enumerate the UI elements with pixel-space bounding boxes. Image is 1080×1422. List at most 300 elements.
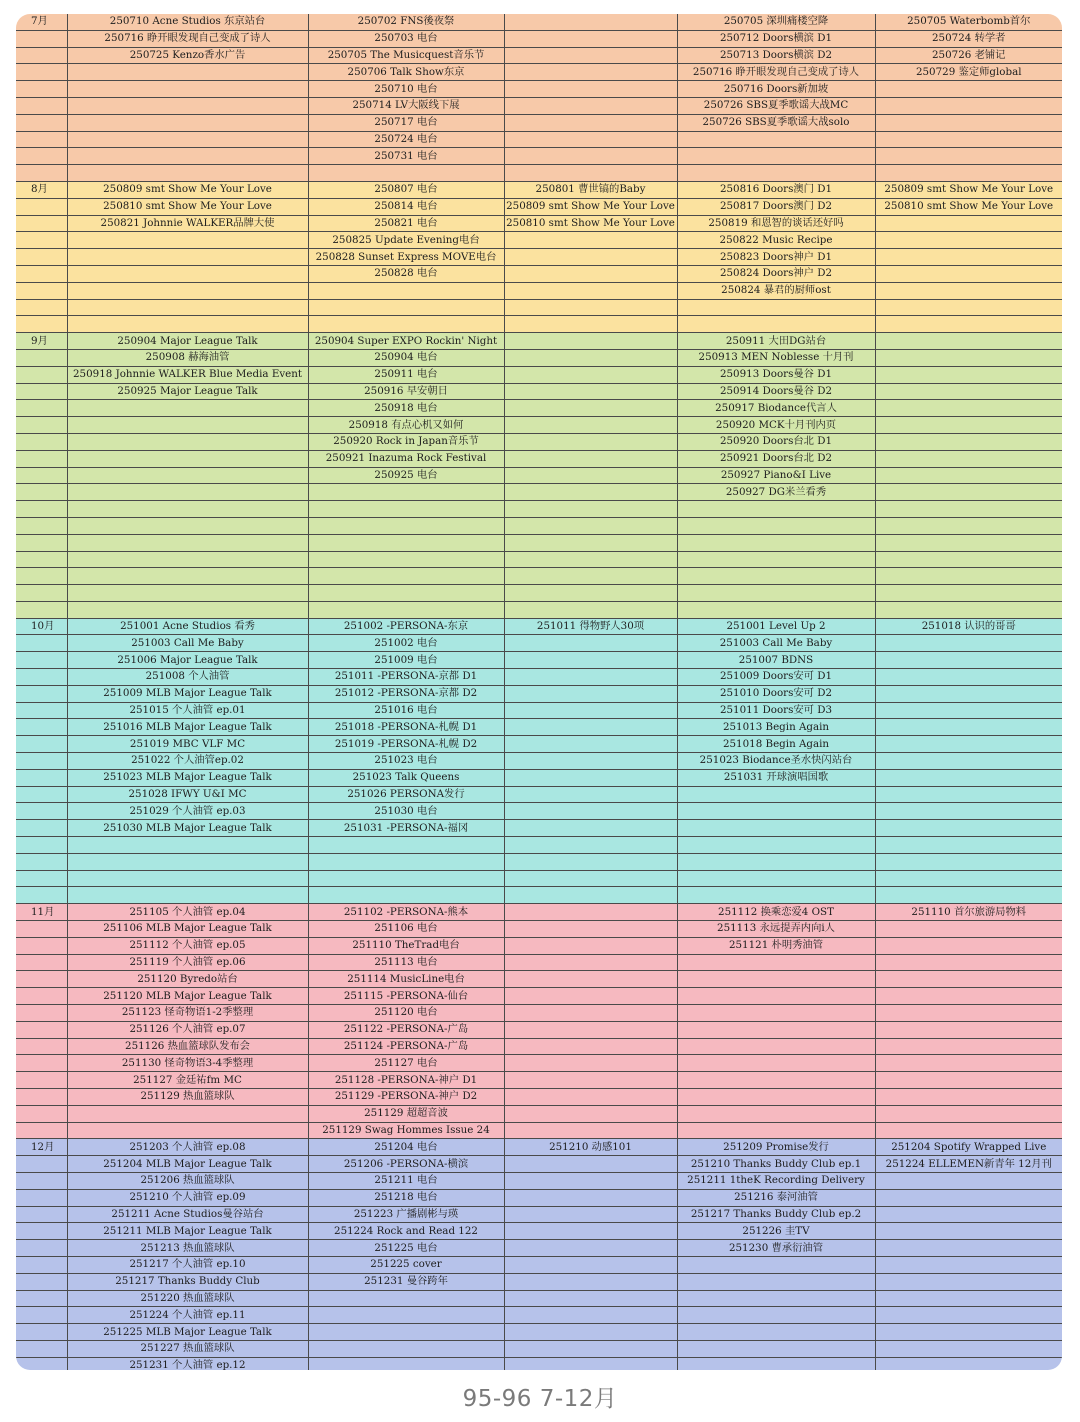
- month-label: 8月: [16, 181, 67, 198]
- schedule-cell: 250716 睁开眼发现自己变成了诗人: [677, 64, 875, 81]
- schedule-cell: [67, 467, 308, 484]
- schedule-cell: 250810 smt Show Me Your Love: [67, 198, 308, 215]
- schedule-cell: [504, 30, 677, 47]
- schedule-cell: 251001 Acne Studios 看秀: [67, 618, 308, 635]
- schedule-cell: 251030 MLB Major League Talk: [67, 820, 308, 837]
- month-cell: [16, 769, 67, 786]
- schedule-cell: [67, 114, 308, 131]
- schedule-cell: 251015 个人油管 ep.01: [67, 702, 308, 719]
- schedule-cell: [875, 971, 1062, 988]
- table-row: [16, 685, 1062, 702]
- schedule-cell: 251120 MLB Major League Talk: [67, 988, 308, 1005]
- schedule-cell: [875, 1122, 1062, 1139]
- schedule-cell: 251009 Doors安可 D1: [677, 669, 875, 686]
- schedule-cell: [875, 1055, 1062, 1072]
- schedule-cell: 251018 Begin Again: [677, 736, 875, 753]
- schedule-cell: 251012 -PERSONA-京都 D2: [308, 685, 504, 702]
- schedule-cell: 251126 热血篮球队发布会: [67, 1038, 308, 1055]
- schedule-cell: 251018 -PERSONA-札幌 D1: [308, 719, 504, 736]
- table-row: [16, 601, 1062, 618]
- schedule-cell: 250914 Doors曼谷 D2: [677, 383, 875, 400]
- schedule-cell: [875, 1340, 1062, 1357]
- schedule-cell: 250726 SBS夏季歌谣大战solo: [677, 114, 875, 131]
- schedule-cell: 251022 个人油管ep.02: [67, 753, 308, 770]
- schedule-cell: 251120 电台: [308, 1005, 504, 1022]
- schedule-cell: [67, 1122, 308, 1139]
- schedule-cell: [504, 702, 677, 719]
- schedule-cell: 251218 电台: [308, 1189, 504, 1206]
- table-row: [16, 47, 1062, 64]
- month-cell: [16, 417, 67, 434]
- schedule-cell: 251204 MLB Major League Talk: [67, 1156, 308, 1173]
- schedule-cell: [504, 366, 677, 383]
- schedule-cell: [67, 400, 308, 417]
- schedule-cell: [504, 1156, 677, 1173]
- month-cell: [16, 383, 67, 400]
- schedule-cell: 251121 朴明秀油管: [677, 937, 875, 954]
- schedule-cell: [504, 585, 677, 602]
- table-row: [16, 450, 1062, 467]
- schedule-cell: 251001 Level Up 2: [677, 618, 875, 635]
- month-cell: [16, 1055, 67, 1072]
- month-cell: [16, 47, 67, 64]
- schedule-cell: 250713 Doors横滨 D2: [677, 47, 875, 64]
- schedule-cell: [875, 1307, 1062, 1324]
- table-row: [16, 887, 1062, 904]
- schedule-cell: [504, 736, 677, 753]
- schedule-cell: [875, 433, 1062, 450]
- schedule-cell: 250927 DG米兰看秀: [677, 484, 875, 501]
- schedule-cell: [504, 971, 677, 988]
- schedule-cell: [875, 685, 1062, 702]
- month-cell: [16, 551, 67, 568]
- schedule-cell: 250814 电台: [308, 198, 504, 215]
- schedule-cell: [308, 870, 504, 887]
- table-row: [16, 249, 1062, 266]
- table-row: [16, 1005, 1062, 1022]
- schedule-cell: [308, 1324, 504, 1341]
- schedule-cell: [875, 333, 1062, 350]
- schedule-cell: 251227 热血篮球队: [67, 1340, 308, 1357]
- table-row: [16, 366, 1062, 383]
- schedule-cell: [875, 165, 1062, 182]
- table-row: [16, 1307, 1062, 1324]
- schedule-cell: [504, 1089, 677, 1106]
- schedule-cell: [504, 1021, 677, 1038]
- schedule-cell: [308, 601, 504, 618]
- schedule-cell: 251003 Call Me Baby: [677, 635, 875, 652]
- schedule-cell: 250828 Sunset Express MOVE电台: [308, 249, 504, 266]
- schedule-cell: 250920 Rock in Japan音乐节: [308, 433, 504, 450]
- table-row: [16, 198, 1062, 215]
- schedule-cell: [677, 1105, 875, 1122]
- schedule-cell: 251203 个人油管 ep.08: [67, 1139, 308, 1156]
- month-cell: [16, 719, 67, 736]
- schedule-cell: 250810 smt Show Me Your Love: [504, 215, 677, 232]
- schedule-cell: 250705 深圳痛楼空降: [677, 14, 875, 30]
- schedule-cell: 250828 电台: [308, 265, 504, 282]
- month-cell: [16, 803, 67, 820]
- month-cell: [16, 64, 67, 81]
- schedule-cell: 250911 大田DG站台: [677, 333, 875, 350]
- schedule-cell: 251220 热血篮球队: [67, 1290, 308, 1307]
- schedule-cell: 250921 Inazuma Rock Festival: [308, 450, 504, 467]
- schedule-cell: [875, 585, 1062, 602]
- table-row: [16, 1038, 1062, 1055]
- table-row: [16, 1189, 1062, 1206]
- schedule-cell: [875, 316, 1062, 333]
- schedule-cell: 251123 怪奇物语1-2季整理: [67, 1005, 308, 1022]
- table-row: [16, 803, 1062, 820]
- month-cell: [16, 568, 67, 585]
- table-row: [16, 1223, 1062, 1240]
- schedule-cell: [504, 114, 677, 131]
- schedule-cell: [504, 719, 677, 736]
- schedule-cell: 251213 热血篮球队: [67, 1240, 308, 1257]
- schedule-cell: [677, 585, 875, 602]
- month-cell: [16, 937, 67, 954]
- schedule-cell: 250920 Doors台北 D1: [677, 433, 875, 450]
- table-row: [16, 870, 1062, 887]
- schedule-cell: [875, 1223, 1062, 1240]
- schedule-cell: [677, 887, 875, 904]
- schedule-cell: [504, 316, 677, 333]
- schedule-cell: [875, 921, 1062, 938]
- schedule-cell: 250817 Doors澳门 D2: [677, 198, 875, 215]
- month-cell: [16, 753, 67, 770]
- schedule-cell: [875, 601, 1062, 618]
- schedule-cell: [67, 148, 308, 165]
- schedule-cell: [67, 249, 308, 266]
- schedule-cell: [875, 669, 1062, 686]
- schedule-cell: [677, 316, 875, 333]
- month-cell: [16, 265, 67, 282]
- schedule-cell: [504, 1256, 677, 1273]
- month-cell: [16, 366, 67, 383]
- schedule-cell: [875, 1172, 1062, 1189]
- schedule-cell: [67, 433, 308, 450]
- schedule-cell: [677, 1072, 875, 1089]
- schedule-cell: 250824 Doors神户 D2: [677, 265, 875, 282]
- schedule-cell: 251206 热血篮球队: [67, 1172, 308, 1189]
- schedule-cell: 251210 个人油管 ep.09: [67, 1189, 308, 1206]
- schedule-cell: [504, 669, 677, 686]
- month-cell: [16, 736, 67, 753]
- schedule-cell: [677, 803, 875, 820]
- schedule-cell: 251023 Talk Queens: [308, 769, 504, 786]
- schedule-cell: [308, 585, 504, 602]
- schedule-cell: 251002 -PERSONA-东京: [308, 618, 504, 635]
- schedule-cell: 251031 开球演唱国歌: [677, 769, 875, 786]
- schedule-cell: 251019 -PERSONA-札幌 D2: [308, 736, 504, 753]
- schedule-cell: 250917 Biodance代言人: [677, 400, 875, 417]
- schedule-cell: [67, 232, 308, 249]
- table-row: [16, 30, 1062, 47]
- table-row: [16, 652, 1062, 669]
- schedule-cell: [504, 417, 677, 434]
- month-cell: [16, 853, 67, 870]
- schedule-cell: 251006 Major League Talk: [67, 652, 308, 669]
- schedule-cell: [67, 316, 308, 333]
- schedule-cell: [308, 316, 504, 333]
- schedule-cell: 250825 Update Evening电台: [308, 232, 504, 249]
- month-cell: [16, 349, 67, 366]
- schedule-cell: 250819 和恩智的谈话还好吗: [677, 215, 875, 232]
- month-cell: [16, 1206, 67, 1223]
- month-cell: [16, 685, 67, 702]
- schedule-cell: [504, 820, 677, 837]
- schedule-cell: 251231 曼谷跨年: [308, 1273, 504, 1290]
- table-row: [16, 1240, 1062, 1257]
- schedule-cell: [504, 1189, 677, 1206]
- table-row: [16, 417, 1062, 434]
- schedule-cell: [504, 635, 677, 652]
- schedule-cell: [504, 1290, 677, 1307]
- schedule-cell: 250920 MCK十月刊内页: [677, 417, 875, 434]
- schedule-cell: 251225 电台: [308, 1240, 504, 1257]
- table-row: [16, 400, 1062, 417]
- schedule-body: [16, 14, 1062, 1370]
- schedule-cell: [875, 1005, 1062, 1022]
- schedule-cell: 251105 个人油管 ep.04: [67, 904, 308, 921]
- schedule-table: [16, 14, 1062, 1370]
- table-row: [16, 467, 1062, 484]
- schedule-cell: [875, 568, 1062, 585]
- schedule-cell: 251223 广播剧彬与瑛: [308, 1206, 504, 1223]
- table-row: [16, 786, 1062, 803]
- schedule-cell: [504, 400, 677, 417]
- schedule-cell: 251029 个人油管 ep.03: [67, 803, 308, 820]
- table-row: [16, 433, 1062, 450]
- schedule-cell: 250911 电台: [308, 366, 504, 383]
- schedule-cell: [677, 954, 875, 971]
- schedule-cell: [308, 853, 504, 870]
- schedule-cell: 250913 MEN Noblesse 十月刊: [677, 349, 875, 366]
- schedule-cell: 251217 Thanks Buddy Club: [67, 1273, 308, 1290]
- schedule-cell: [875, 299, 1062, 316]
- schedule-cell: [504, 1340, 677, 1357]
- schedule-cell: 251129 -PERSONA-神户 D2: [308, 1089, 504, 1106]
- schedule-cell: 251211 Acne Studios曼谷站台: [67, 1206, 308, 1223]
- schedule-cell: [875, 820, 1062, 837]
- month-cell: [16, 484, 67, 501]
- schedule-cell: 250824 暴君的厨师ost: [677, 282, 875, 299]
- schedule-cell: [308, 1290, 504, 1307]
- schedule-cell: [677, 853, 875, 870]
- schedule-cell: [504, 534, 677, 551]
- schedule-cell: 251016 电台: [308, 702, 504, 719]
- schedule-cell: [677, 1122, 875, 1139]
- table-row: [16, 954, 1062, 971]
- schedule-cell: 251026 PERSONA发行: [308, 786, 504, 803]
- month-cell: [16, 148, 67, 165]
- schedule-cell: [875, 282, 1062, 299]
- schedule-cell: 251114 MusicLine电台: [308, 971, 504, 988]
- table-row: [16, 517, 1062, 534]
- month-cell: [16, 517, 67, 534]
- schedule-cell: [677, 870, 875, 887]
- schedule-cell: [504, 551, 677, 568]
- schedule-cell: 251019 MBC VLF MC: [67, 736, 308, 753]
- table-row: [16, 333, 1062, 350]
- schedule-cell: [504, 1307, 677, 1324]
- schedule-cell: [875, 719, 1062, 736]
- schedule-cell: [677, 551, 875, 568]
- schedule-cell: [308, 1307, 504, 1324]
- schedule-cell: 251018 认识的哥哥: [875, 618, 1062, 635]
- schedule-cell: [504, 165, 677, 182]
- table-row: [16, 534, 1062, 551]
- month-cell: [16, 198, 67, 215]
- table-row: [16, 14, 1062, 30]
- schedule-cell: 250801 曹世镐的Baby: [504, 181, 677, 198]
- schedule-cell: [504, 1223, 677, 1240]
- schedule-cell: 250913 Doors曼谷 D1: [677, 366, 875, 383]
- month-cell: [16, 30, 67, 47]
- schedule-cell: 251115 -PERSONA-仙台: [308, 988, 504, 1005]
- schedule-cell: 250816 Doors澳门 D1: [677, 181, 875, 198]
- table-row: [16, 97, 1062, 114]
- schedule-cell: 250731 电台: [308, 148, 504, 165]
- schedule-cell: [875, 232, 1062, 249]
- table-row: [16, 753, 1062, 770]
- schedule-cell: [67, 551, 308, 568]
- table-row: [16, 1122, 1062, 1139]
- table-row: [16, 316, 1062, 333]
- schedule-cell: [504, 870, 677, 887]
- month-cell: [16, 1105, 67, 1122]
- schedule-cell: [677, 1307, 875, 1324]
- month-label: 11月: [16, 904, 67, 921]
- table-row: [16, 988, 1062, 1005]
- schedule-cell: [67, 568, 308, 585]
- schedule-cell: [308, 837, 504, 854]
- schedule-cell: 250725 Kenzo香水广告: [67, 47, 308, 64]
- month-cell: [16, 921, 67, 938]
- month-cell: [16, 433, 67, 450]
- schedule-cell: [67, 484, 308, 501]
- schedule-cell: [504, 1357, 677, 1370]
- schedule-cell: [504, 433, 677, 450]
- schedule-cell: [875, 450, 1062, 467]
- schedule-cell: 250726 SBS夏季歌谣大战MC: [677, 97, 875, 114]
- month-cell: [16, 669, 67, 686]
- schedule-cell: 251122 -PERSONA-广岛: [308, 1021, 504, 1038]
- table-row: [16, 837, 1062, 854]
- schedule-cell: [67, 417, 308, 434]
- schedule-cell: [308, 501, 504, 518]
- schedule-cell: 250702 FNS後夜祭: [308, 14, 504, 30]
- table-row: [16, 1089, 1062, 1106]
- image-caption: 95-96 7-12月: [462, 1386, 618, 1412]
- table-row: [16, 669, 1062, 686]
- schedule-cell: 251106 电台: [308, 921, 504, 938]
- schedule-cell: 251010 Doors安可 D2: [677, 685, 875, 702]
- schedule-cell: [504, 349, 677, 366]
- table-row: [16, 1324, 1062, 1341]
- schedule-cell: [308, 568, 504, 585]
- month-cell: [16, 1038, 67, 1055]
- schedule-cell: 251204 Spotify Wrapped Live: [875, 1139, 1062, 1156]
- schedule-cell: [677, 501, 875, 518]
- schedule-cell: 251124 -PERSONA-广岛: [308, 1038, 504, 1055]
- schedule-cell: [875, 148, 1062, 165]
- schedule-cell: [677, 1005, 875, 1022]
- schedule-cell: 251009 电台: [308, 652, 504, 669]
- schedule-cell: [504, 64, 677, 81]
- schedule-cell: [875, 366, 1062, 383]
- schedule-cell: [67, 534, 308, 551]
- schedule-cell: [875, 1256, 1062, 1273]
- schedule-cell: [504, 853, 677, 870]
- month-cell: [16, 501, 67, 518]
- schedule-cell: 251016 MLB Major League Talk: [67, 719, 308, 736]
- schedule-cell: 251224 Rock and Read 122: [308, 1223, 504, 1240]
- month-cell: [16, 215, 67, 232]
- schedule-cell: [875, 702, 1062, 719]
- schedule-cell: 251113 电台: [308, 954, 504, 971]
- schedule-cell: [677, 534, 875, 551]
- table-row: [16, 551, 1062, 568]
- schedule-cell: [875, 467, 1062, 484]
- schedule-cell: [308, 1340, 504, 1357]
- table-row: [16, 1206, 1062, 1223]
- month-cell: [16, 1005, 67, 1022]
- schedule-cell: 251007 BDNS: [677, 652, 875, 669]
- schedule-cell: [875, 349, 1062, 366]
- schedule-cell: [504, 333, 677, 350]
- schedule-cell: 251129 热血篮球队: [67, 1089, 308, 1106]
- schedule-cell: 251028 IFWY U&I MC: [67, 786, 308, 803]
- schedule-cell: [677, 517, 875, 534]
- schedule-cell: 250705 The Musicquest音乐节: [308, 47, 504, 64]
- month-cell: [16, 1089, 67, 1106]
- month-cell: [16, 1290, 67, 1307]
- schedule-cell: 251119 个人油管 ep.06: [67, 954, 308, 971]
- month-label: 7月: [16, 14, 67, 30]
- month-cell: [16, 282, 67, 299]
- table-row: [16, 1055, 1062, 1072]
- month-cell: [16, 467, 67, 484]
- schedule-cell: [677, 1340, 875, 1357]
- month-cell: [16, 249, 67, 266]
- table-row: [16, 1290, 1062, 1307]
- schedule-cell: [504, 299, 677, 316]
- schedule-cell: 250703 电台: [308, 30, 504, 47]
- schedule-cell: [677, 299, 875, 316]
- schedule-cell: [67, 265, 308, 282]
- schedule-cell: [875, 1290, 1062, 1307]
- schedule-cell: [504, 954, 677, 971]
- month-cell: [16, 1223, 67, 1240]
- schedule-cell: [504, 1038, 677, 1055]
- table-row: [16, 618, 1062, 635]
- schedule-cell: [504, 1105, 677, 1122]
- schedule-cell: [504, 14, 677, 30]
- schedule-cell: [875, 753, 1062, 770]
- table-row: [16, 148, 1062, 165]
- month-label: 12月: [16, 1139, 67, 1156]
- schedule-cell: 250809 smt Show Me Your Love: [504, 198, 677, 215]
- schedule-cell: 251023 Biodance圣水快闪站台: [677, 753, 875, 770]
- schedule-cell: [67, 585, 308, 602]
- schedule-cell: [875, 1189, 1062, 1206]
- schedule-cell: [504, 652, 677, 669]
- schedule-cell: 251225 MLB Major League Talk: [67, 1324, 308, 1341]
- schedule-cell: [504, 47, 677, 64]
- schedule-cell: [875, 1105, 1062, 1122]
- schedule-cell: [875, 1072, 1062, 1089]
